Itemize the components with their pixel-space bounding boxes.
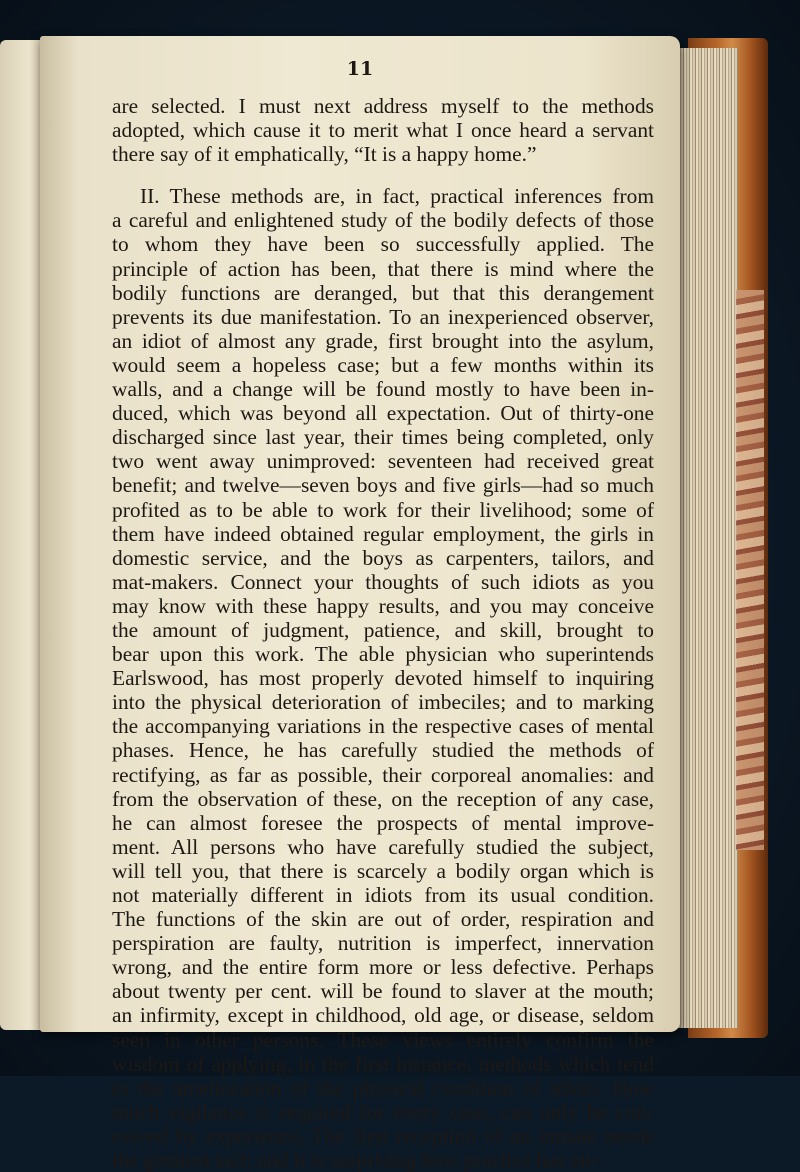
text-line: an idiot of almost any grade, first brought into the asylum, [112,328,654,353]
paragraph [112,184,654,1172]
text-line: much vigilance is required for every case, can only be con- [112,1099,654,1124]
text-line: Earlswood, has most properly devoted himself to inquiring [112,666,654,691]
text-line: walls, and a change will be found mostly to have been in- [112,377,654,402]
text-line: ceived by experience. The first reception of an inmate needs [112,1123,654,1148]
text-line: to whom they have been so successfully applied. The [112,232,654,257]
text-line: wrong, and the entire form more or less defective. Perhaps [112,955,654,980]
page-body-text [112,94,654,1172]
text-line: discharged since last year, their times being completed, only [112,425,654,450]
text-line: the amount of judgment, patience, and skill, brought to [112,617,654,642]
text-line: perspiration are faulty, nutrition is imperfect, innervation [112,931,654,956]
text-line: from the observation of these, on the reception of any case, [112,786,654,811]
text-line: bear upon this work. The able physician who superintends [112,642,654,667]
text-line: not materially different in idiots from its usual condition. [112,883,654,907]
text-line: he can almost foresee the prospects of mental improve- [112,810,654,835]
text-line: seen in other persons. These views entirely confirm the [112,1027,654,1052]
paragraph-gap [112,166,654,184]
text-line: rectifying, as far as possible, their corporeal anomalies: and [112,762,654,787]
text-line: to the amelioration of the physical condition of idiots. How [112,1075,654,1100]
page-number: 11 [346,58,374,80]
text-line: the greatest tact; and it is surprising how practice has en- [112,1148,598,1172]
book-page [40,36,680,1172]
text-line: prevents its due manifestation. To an inexperienced observer, [112,304,654,329]
paragraph [112,94,654,166]
text-line: will tell you, that there is scarcely a bodily organ which is [112,858,654,883]
text-line: adopted, which cause it to merit what I once heard a servant [112,118,654,143]
text-line: there say of it emphatically, “It is a happy home.” [112,142,537,167]
text-line: about twenty per cent. will be found to slaver at the mouth; [112,979,654,1004]
text-line: may know with these happy results, and you may conceive [112,593,654,618]
text-line: II. These methods are, in fact, practical inferences from [140,184,654,209]
text-line: are selected. I must next address myself to the methods [112,94,654,118]
text-line: principle of action has been, that there is mind where the [112,256,654,281]
text-line: the accompanying variations in the respective cases of mental [112,714,654,739]
text-line: duced, which was beyond all expectation. Out of thirty-one [112,401,654,426]
text-line: would seem a hopeless case; but a few months within its [112,352,654,377]
text-line: ment. All persons who have carefully studied the subject, [112,834,654,859]
text-line: two went away unimproved: seventeen had received great [112,449,654,474]
page-edges [672,48,738,1028]
text-line: a careful and enlightened study of the bodily defects of those [112,208,654,233]
text-line: them have indeed obtained regular employment, the girls in [112,521,654,546]
text-line: benefit; and twelve—seven boys and five girls—had so much [112,473,654,498]
text-line: phases. Hence, he has carefully studied the methods of [112,738,654,763]
text-line: mat-makers. Connect your thoughts of such idiots as you [112,569,654,594]
text-line: into the physical deterioration of imbeciles; and to marking [112,690,654,715]
text-line: The functions of the skin are out of order, respiration and [112,907,654,932]
text-line: an infirmity, except in childhood, old age, or disease, seldom [112,1003,654,1028]
text-line: domestic service, and the boys as carpenters, tailors, and [112,545,654,570]
text-line: profited as to be able to work for their livelihood; some of [112,497,654,522]
marbled-edge [736,290,764,850]
text-line: bodily functions are deranged, but that this derangement [112,280,654,305]
text-line: wisdom of applying, in the first instance, methods which tend [112,1051,654,1076]
